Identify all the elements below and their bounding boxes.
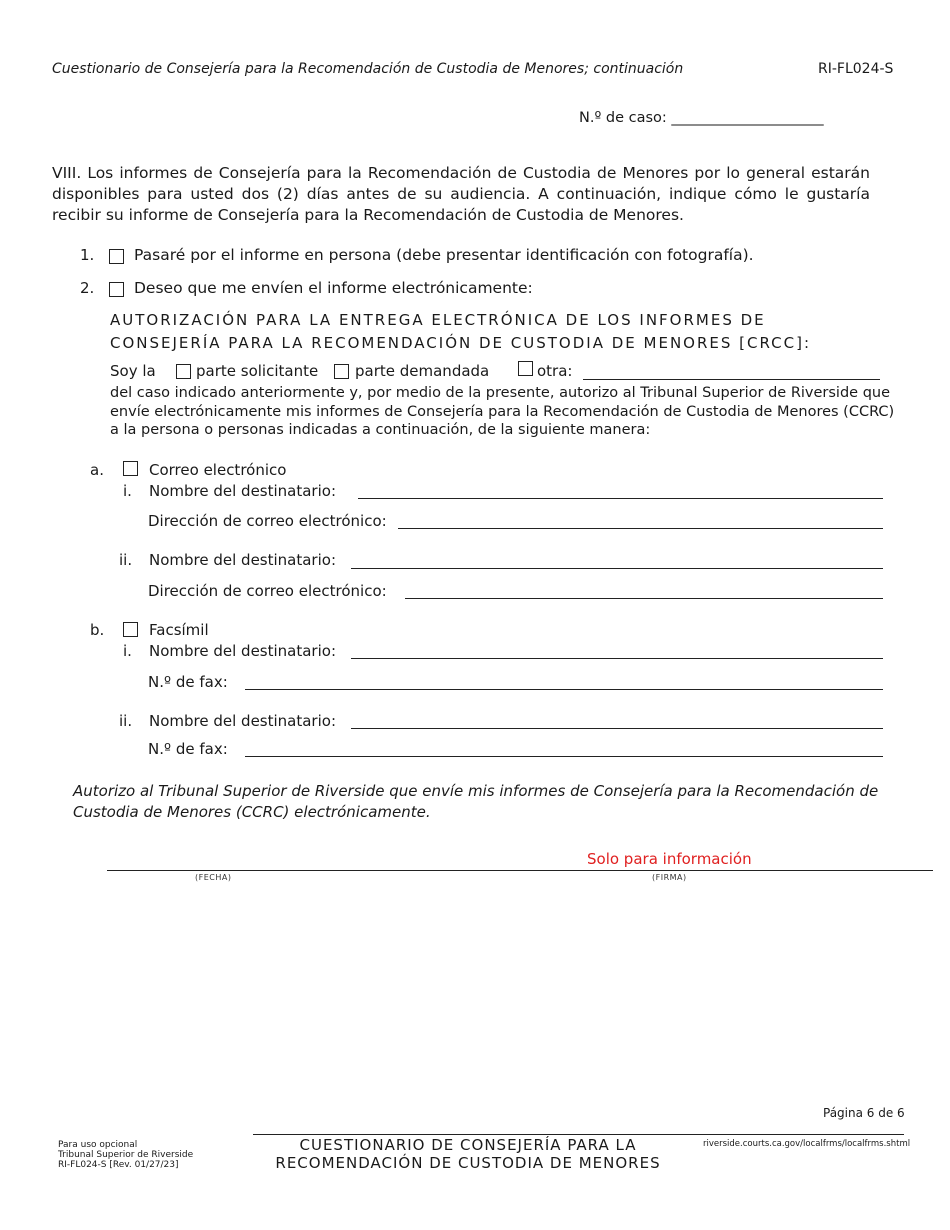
fax-recipient-2-name-label: Nombre del destinatario: <box>149 712 337 730</box>
party-petitioner-checkbox[interactable] <box>176 364 191 379</box>
footer-divider <box>253 1134 904 1135</box>
option-2-checkbox[interactable] <box>109 282 124 297</box>
form-id-header: RI-FL024-S <box>818 61 894 77</box>
fax-recipient-1-number-label: N.º de fax: <box>148 673 228 691</box>
fax-recipient-1-num: i. <box>123 642 132 660</box>
case-number-field[interactable]: _____________________ <box>671 110 824 126</box>
fax-recipient-2-number-input[interactable] <box>245 756 883 757</box>
footer-form-revision: RI-FL024-S [Rev. 01/27/23] <box>58 1160 179 1170</box>
authorization-heading-line2: CONSEJERÍA PARA LA RECOMENDACIÓN DE CUSTODIA DE MENORES [CRCC]: <box>110 334 812 352</box>
fax-section-label: Facsímil <box>149 621 209 639</box>
option-2-label: Deseo que me envíen el informe electrónicamente: <box>134 279 533 297</box>
fax-recipient-1-name-input[interactable] <box>351 658 883 659</box>
closing-statement: Autorizo al Tribunal Superior de Riverside que envíe mis informes de Consejería para la Recomendación de Custodia de Menores (CCRC) electrónicamente. <box>73 782 879 821</box>
option-2-number: 2. <box>80 279 95 297</box>
email-recipient-1-address-input[interactable] <box>398 528 883 529</box>
option-1-label: Pasaré por el informe en persona (debe presentar identificación con fotografía). <box>134 246 754 264</box>
party-other-input[interactable] <box>583 379 880 380</box>
fax-recipient-1-name-label: Nombre del destinatario: <box>149 642 337 660</box>
party-respondent-checkbox[interactable] <box>334 364 349 379</box>
authorization-heading-line1: AUTORIZACIÓN PARA LA ENTREGA ELECTRÓNICA DE LOS INFORMES DE <box>110 311 766 329</box>
fax-recipient-1-number-input[interactable] <box>245 689 883 690</box>
email-checkbox[interactable] <box>123 461 138 476</box>
email-recipient-1-address-label: Dirección de correo electrónico: <box>148 512 387 530</box>
footer-url[interactable]: riverside.courts.ca.gov/localfrms/localfrms.shtml <box>703 1139 911 1149</box>
fax-checkbox[interactable] <box>123 622 138 637</box>
signature-line[interactable] <box>107 870 933 871</box>
email-recipient-2-address-label: Dirección de correo electrónico: <box>148 582 387 600</box>
email-section-label: Correo electrónico <box>149 461 287 479</box>
footer-title-line2: RECOMENDACIÓN DE CUSTODIA DE MENORES <box>275 1154 661 1172</box>
footer-title-line1: CUESTIONARIO DE CONSEJERÍA PARA LA <box>299 1136 637 1154</box>
party-respondent-label: parte demandada <box>355 362 490 380</box>
option-1-checkbox[interactable] <box>109 249 124 264</box>
footer-form-title <box>253 1136 683 1172</box>
party-other-label: otra: <box>537 362 573 380</box>
email-recipient-2-name-label: Nombre del destinatario: <box>149 551 337 569</box>
email-recipient-1-num: i. <box>123 482 132 500</box>
soy-la-label: Soy la <box>110 362 156 380</box>
footer-optional-use: Para uso opcional <box>58 1140 138 1150</box>
section-viii-text: VIII. Los informes de Consejería para la Recomendación de Custodia de Menores por lo general estarán disponibles para usted dos (2) días antes de su audiencia. A continuación, indique cómo le gustaría recibir su informe de Consejería para la Recomendación de Custodia de Menores. <box>52 164 870 224</box>
email-recipient-2-address-input[interactable] <box>405 598 883 599</box>
party-other-checkbox[interactable] <box>518 361 533 376</box>
email-section-letter: a. <box>90 461 104 479</box>
party-petitioner-label: parte solicitante <box>196 362 319 380</box>
case-number-row <box>579 110 824 126</box>
fax-section-letter: b. <box>90 621 105 639</box>
case-number-label: N.º de caso: <box>579 110 667 126</box>
signature-label: (FIRMA) <box>652 873 687 882</box>
email-recipient-1-name-input[interactable] <box>358 498 883 499</box>
option-1-number: 1. <box>80 246 95 264</box>
authorization-body: del caso indicado anteriormente y, por medio de la presente, autorizo al Tribunal Superior de Riverside que envíe electrónicamente mis informes de Consejería para la Recomendación de Custodia de Menores (CCRC) a la persona o personas indicadas a continuación, de la siguiente manera: <box>110 385 895 438</box>
form-title-header: Cuestionario de Consejería para la Recomendación de Custodia de Menores; continuación <box>52 61 684 77</box>
fax-recipient-2-num: ii. <box>119 712 133 730</box>
email-recipient-2-name-input[interactable] <box>351 568 883 569</box>
footer-court-name: Tribunal Superior de Riverside <box>58 1150 194 1160</box>
email-recipient-1-name-label: Nombre del destinatario: <box>149 482 337 500</box>
email-recipient-2-num: ii. <box>119 551 133 569</box>
watermark-text: Solo para información <box>587 850 752 868</box>
fax-recipient-2-name-input[interactable] <box>351 728 883 729</box>
page-number: Página 6 de 6 <box>823 1106 905 1120</box>
date-label: (FECHA) <box>195 873 232 882</box>
fax-recipient-2-number-label: N.º de fax: <box>148 740 228 758</box>
footer-left-block <box>58 1140 193 1170</box>
